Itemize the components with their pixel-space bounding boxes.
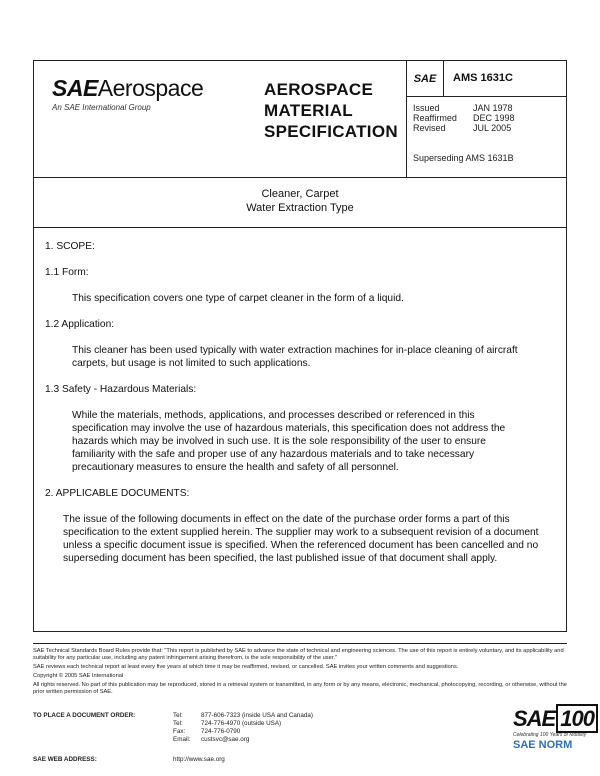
sae-100-badge (513, 706, 594, 768)
order-contacts (33, 712, 371, 744)
section-heading-scope: 1. SCOPE: (45, 241, 95, 252)
section-heading-safety: 1.3 Safety - Hazardous Materials: (45, 384, 197, 395)
sae-norm-watermark: SAE NORM (513, 739, 573, 751)
logo-subtitle: An SAE International Group (52, 103, 151, 112)
document-id-box (406, 61, 567, 177)
contact-row: TO PLACE A DOCUMENT ORDER: Tel: 877-606-7323 (inside USA and Canada) (33, 712, 314, 719)
web-label: SAE WEB ADDRESS: (33, 756, 97, 763)
footer-rights: All rights reserved. No part of this publication may be reproduced, stored in a retrieval system or transmitted, in any form or by any means, electronic, mechanical, photocopying, recording, or otherwise, without the prior written permission of SAE. (33, 682, 567, 695)
sae-mark: SAE (407, 61, 444, 97)
subject-line-2: Water Extraction Type (246, 202, 354, 214)
title-line-3: SPECIFICATION (264, 122, 398, 141)
paragraph-form: This specification covers one type of carpet cleaner in the form of a liquid. (72, 293, 404, 304)
document-dates (413, 103, 515, 133)
section-heading-applicable-documents: 2. APPLICABLE DOCUMENTS: (45, 488, 190, 499)
logo-word: Aerospace (97, 75, 204, 101)
document-body (34, 228, 566, 631)
document-frame (33, 60, 567, 632)
paragraph-safety: While the materials, methods, applications, and processes described or referenced in this specification may involve the use of hazardous materials, this specification does not address the hazards which may be involved in such use. It is the sole responsibility of the user to ensure familiarity with the safe and proper use of any hazardous materials and to take necessary precautionary measures to ensure the health and safety of all personnel. (72, 410, 506, 473)
document-header (34, 61, 566, 178)
superseding-note: Superseding AMS 1631B (413, 153, 514, 163)
badge-number: 100 (556, 704, 598, 733)
footer-note-rules: SAE Technical Standards Board Rules provide that: "This report is published by SAE to advance the state of technical and engineering sciences. The use of this report is entirely voluntary, and its applicability and suitability for any particular use, including any patent infringement arising therefrom, is the sole responsibility of the user." (33, 648, 564, 661)
date-row: Revised JUL 2005 (413, 123, 512, 133)
section-heading-application: 1.2 Application: (45, 319, 115, 330)
date-row: Issued JAN 1978 (413, 103, 513, 113)
footer-note-review: SAE reviews each technical report at least every five years at which time it may be reaffirmed, revised, or cancelled. SAE invites your written comments and suggestions. (33, 664, 459, 670)
order-label: TO PLACE A DOCUMENT ORDER: (33, 712, 136, 719)
subject-line-1: Cleaner, Carpet (261, 188, 339, 200)
badge-brand: SAE (513, 706, 556, 731)
web-link[interactable]: http://www.sae.org (173, 756, 225, 763)
logo-brand: SAE (52, 75, 98, 101)
email-link[interactable]: custsvc@sae.org (201, 736, 250, 743)
document-type-title (264, 79, 398, 142)
contact-row: Fax: 724-776-0790 (173, 728, 241, 735)
sae-aerospace-logo (52, 75, 203, 112)
section-heading-form: 1.1 Form: (45, 267, 89, 278)
date-row: Reaffirmed DEC 1998 (413, 113, 515, 123)
contact-row: Tel: 724-776-4970 (outside USA) (173, 720, 282, 727)
paragraph-application: This cleaner has been used typically with water extraction machines for in-place cleaning of aircraft carpets, but usage is not limited to such applications. (72, 345, 518, 369)
contact-row: Email: custsvc@sae.org (33, 736, 371, 744)
document-subject (34, 178, 566, 228)
paragraph-applicable-documents: The issue of the following documents in effect on the date of the purchase order forms a part of this specification to the extent supplied herein. The supplier may work to a subsequent revision of a document unless a specific document issue is specified. When the referenced document has been cancelled and no superseding document has been specified, the last published issue of that document shall apply. (63, 514, 539, 564)
document-number: AMS 1631C (453, 72, 513, 84)
document-footer (33, 643, 594, 763)
title-line-2: MATERIAL (264, 101, 353, 120)
badge-tagline: Celebrating 100 Years of Mobility (513, 732, 587, 738)
footer-copyright: Copyright © 2005 SAE International (33, 673, 124, 679)
web-address-row (33, 756, 225, 763)
title-line-1: AEROSPACE (264, 80, 374, 99)
